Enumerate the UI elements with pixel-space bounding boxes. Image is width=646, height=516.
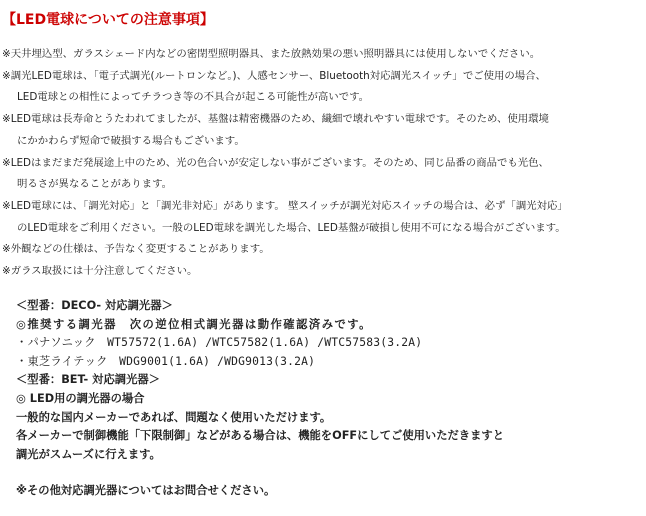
- note-item: [2, 109, 642, 152]
- footer-note: ※その他対応調光器についてはお問合せください。: [16, 484, 276, 498]
- note-item: [2, 239, 642, 261]
- spacer: [16, 464, 636, 482]
- notes-list: [2, 44, 642, 283]
- note-line: のLED電球をご利用ください。一般のLED電球を調光した場合、LED基盤が破損し使用不可になる場合がございます。: [17, 221, 566, 234]
- note-item: [2, 66, 642, 109]
- bet-line: 一般的な国内メーカーであれば、問題なく使用いただけます。: [16, 410, 332, 424]
- dimmer-spec-section: [16, 297, 636, 501]
- bet-line: 調光がスムーズに行えます。: [16, 447, 161, 461]
- note-item: [2, 44, 642, 66]
- note-line: 明るさが異なることがあります。: [17, 178, 173, 191]
- deco-heading: ＜型番：DECO- 対応調光器＞: [16, 299, 173, 312]
- note-line: ※調光LED電球は、「電子式調光(ルートロンなど。)、人感センサー、Bluetooth対応調光スイッチ」でご使用の場合、: [2, 69, 546, 82]
- note-line: ※天井埋込型、ガラスシェード内などの密閉型照明器具、また放熱効果の悪い照明器具には使用しないでください。: [2, 48, 541, 60]
- deco-recommend: ◎推奨する調光器 次の逆位相式調光器は動作確認済みです。: [16, 317, 372, 331]
- bet-subheading: ◎ LED用の調光器の場合: [16, 391, 145, 405]
- note-line: ※LEDはまだまだ発展途上中のため、光の色合いが安定しない事がございます。そのため、同じ品番の商品でも光色、: [2, 156, 549, 169]
- deco-toshiba-models: ・東芝ライテック WDG9001(1.6A) /WDG9013(3.2A): [16, 354, 316, 368]
- note-line: LED電球との相性によってチラつき等の不具合が起こる可能性が高いです。: [17, 91, 370, 104]
- note-line: ※LED電球には、「調光対応」と「調光非対応」があります。 壁スイッチが調光対応スイッチの場合は、必ず「調光対応」: [2, 199, 568, 212]
- deco-panasonic-models: ・パナソニック WT57572(1.6A) /WTC57582(1.6A) /WTC57583(3.2A): [16, 336, 423, 350]
- note-item: [2, 261, 642, 283]
- note-item: [2, 153, 642, 196]
- bet-heading: ＜型番：BET- 対応調光器＞: [16, 373, 160, 387]
- note-item: [2, 196, 642, 239]
- note-line: ※ガラス取扱には十分注意してください。: [2, 265, 198, 278]
- note-line: ※LED電球は長寿命とうたわれてましたが、基盤は精密機器のため、繊細で壊れやすい電球です。そのため、使用環境: [2, 113, 549, 126]
- note-line: にかかわらず短命で破損する場合もございます。: [17, 134, 245, 147]
- note-line: ※外観などの仕様は、予告なく変更することがあります。: [2, 243, 270, 256]
- bet-line: 各メーカーで制御機能「下限制御」などがある場合は、機能をOFFにしてご使用いただきますと: [16, 429, 504, 443]
- page-title: 【LED電球についての注意事項】: [2, 12, 214, 28]
